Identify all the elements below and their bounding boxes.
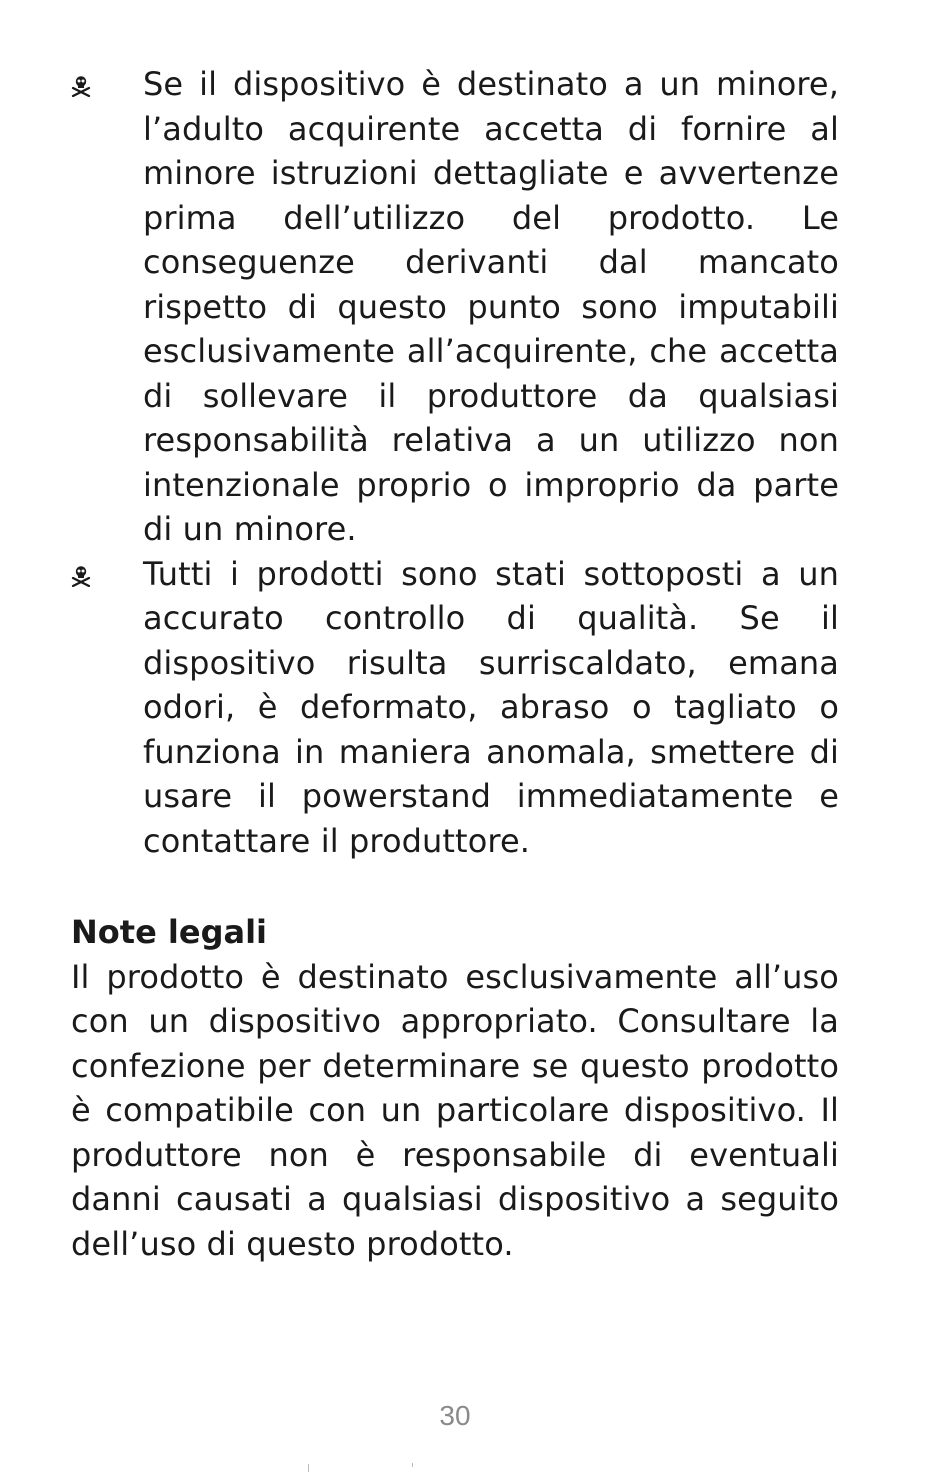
warning-bullet-minor xyxy=(71,62,839,552)
bullet-text: Se il dispositivo è destinato a un minore, l’adulto acquirente accetta di fornire al minore istruzioni dettagliate e avvertenze prima dell’utilizzo del prodotto. Le conseguenze derivanti dal mancato rispetto di questo punto sono imputabili esclusivamente all’acquirente, che accetta di sollevare il produttore da qualsiasi responsabilità relativa a un utilizzo non intenzionale proprio o improprio da parte di un minore. xyxy=(143,65,839,548)
skull-crossbones-icon xyxy=(71,565,91,587)
page-number: 30 xyxy=(439,1400,471,1431)
skull-crossbones-icon xyxy=(71,75,91,97)
section-heading: Note legali xyxy=(71,913,268,951)
page-content xyxy=(71,62,839,1266)
legal-paragraph: Il prodotto è destinato esclusivamente all’uso con un dispositivo appropriato. Consultare la confezione per determinare se questo prodotto è compatibile con un particolare dispositivo. Il produttore non è responsabile di eventuali danni causati a qualsiasi dispositivo a seguito dell’uso di questo prodotto. xyxy=(71,957,839,1263)
scan-specks xyxy=(300,1462,430,1474)
warning-bullet-quality xyxy=(71,552,839,864)
bullet-text: Tutti i prodotti sono stati sottoposti a un accurato controllo di qualità. Se il dispositivo risulta surriscaldato, emana odori, è deformato, abraso o tagliato o funziona in maniera anomala, smettere di usare il powerstand immediatamente e contattare il produttore. xyxy=(143,554,839,860)
